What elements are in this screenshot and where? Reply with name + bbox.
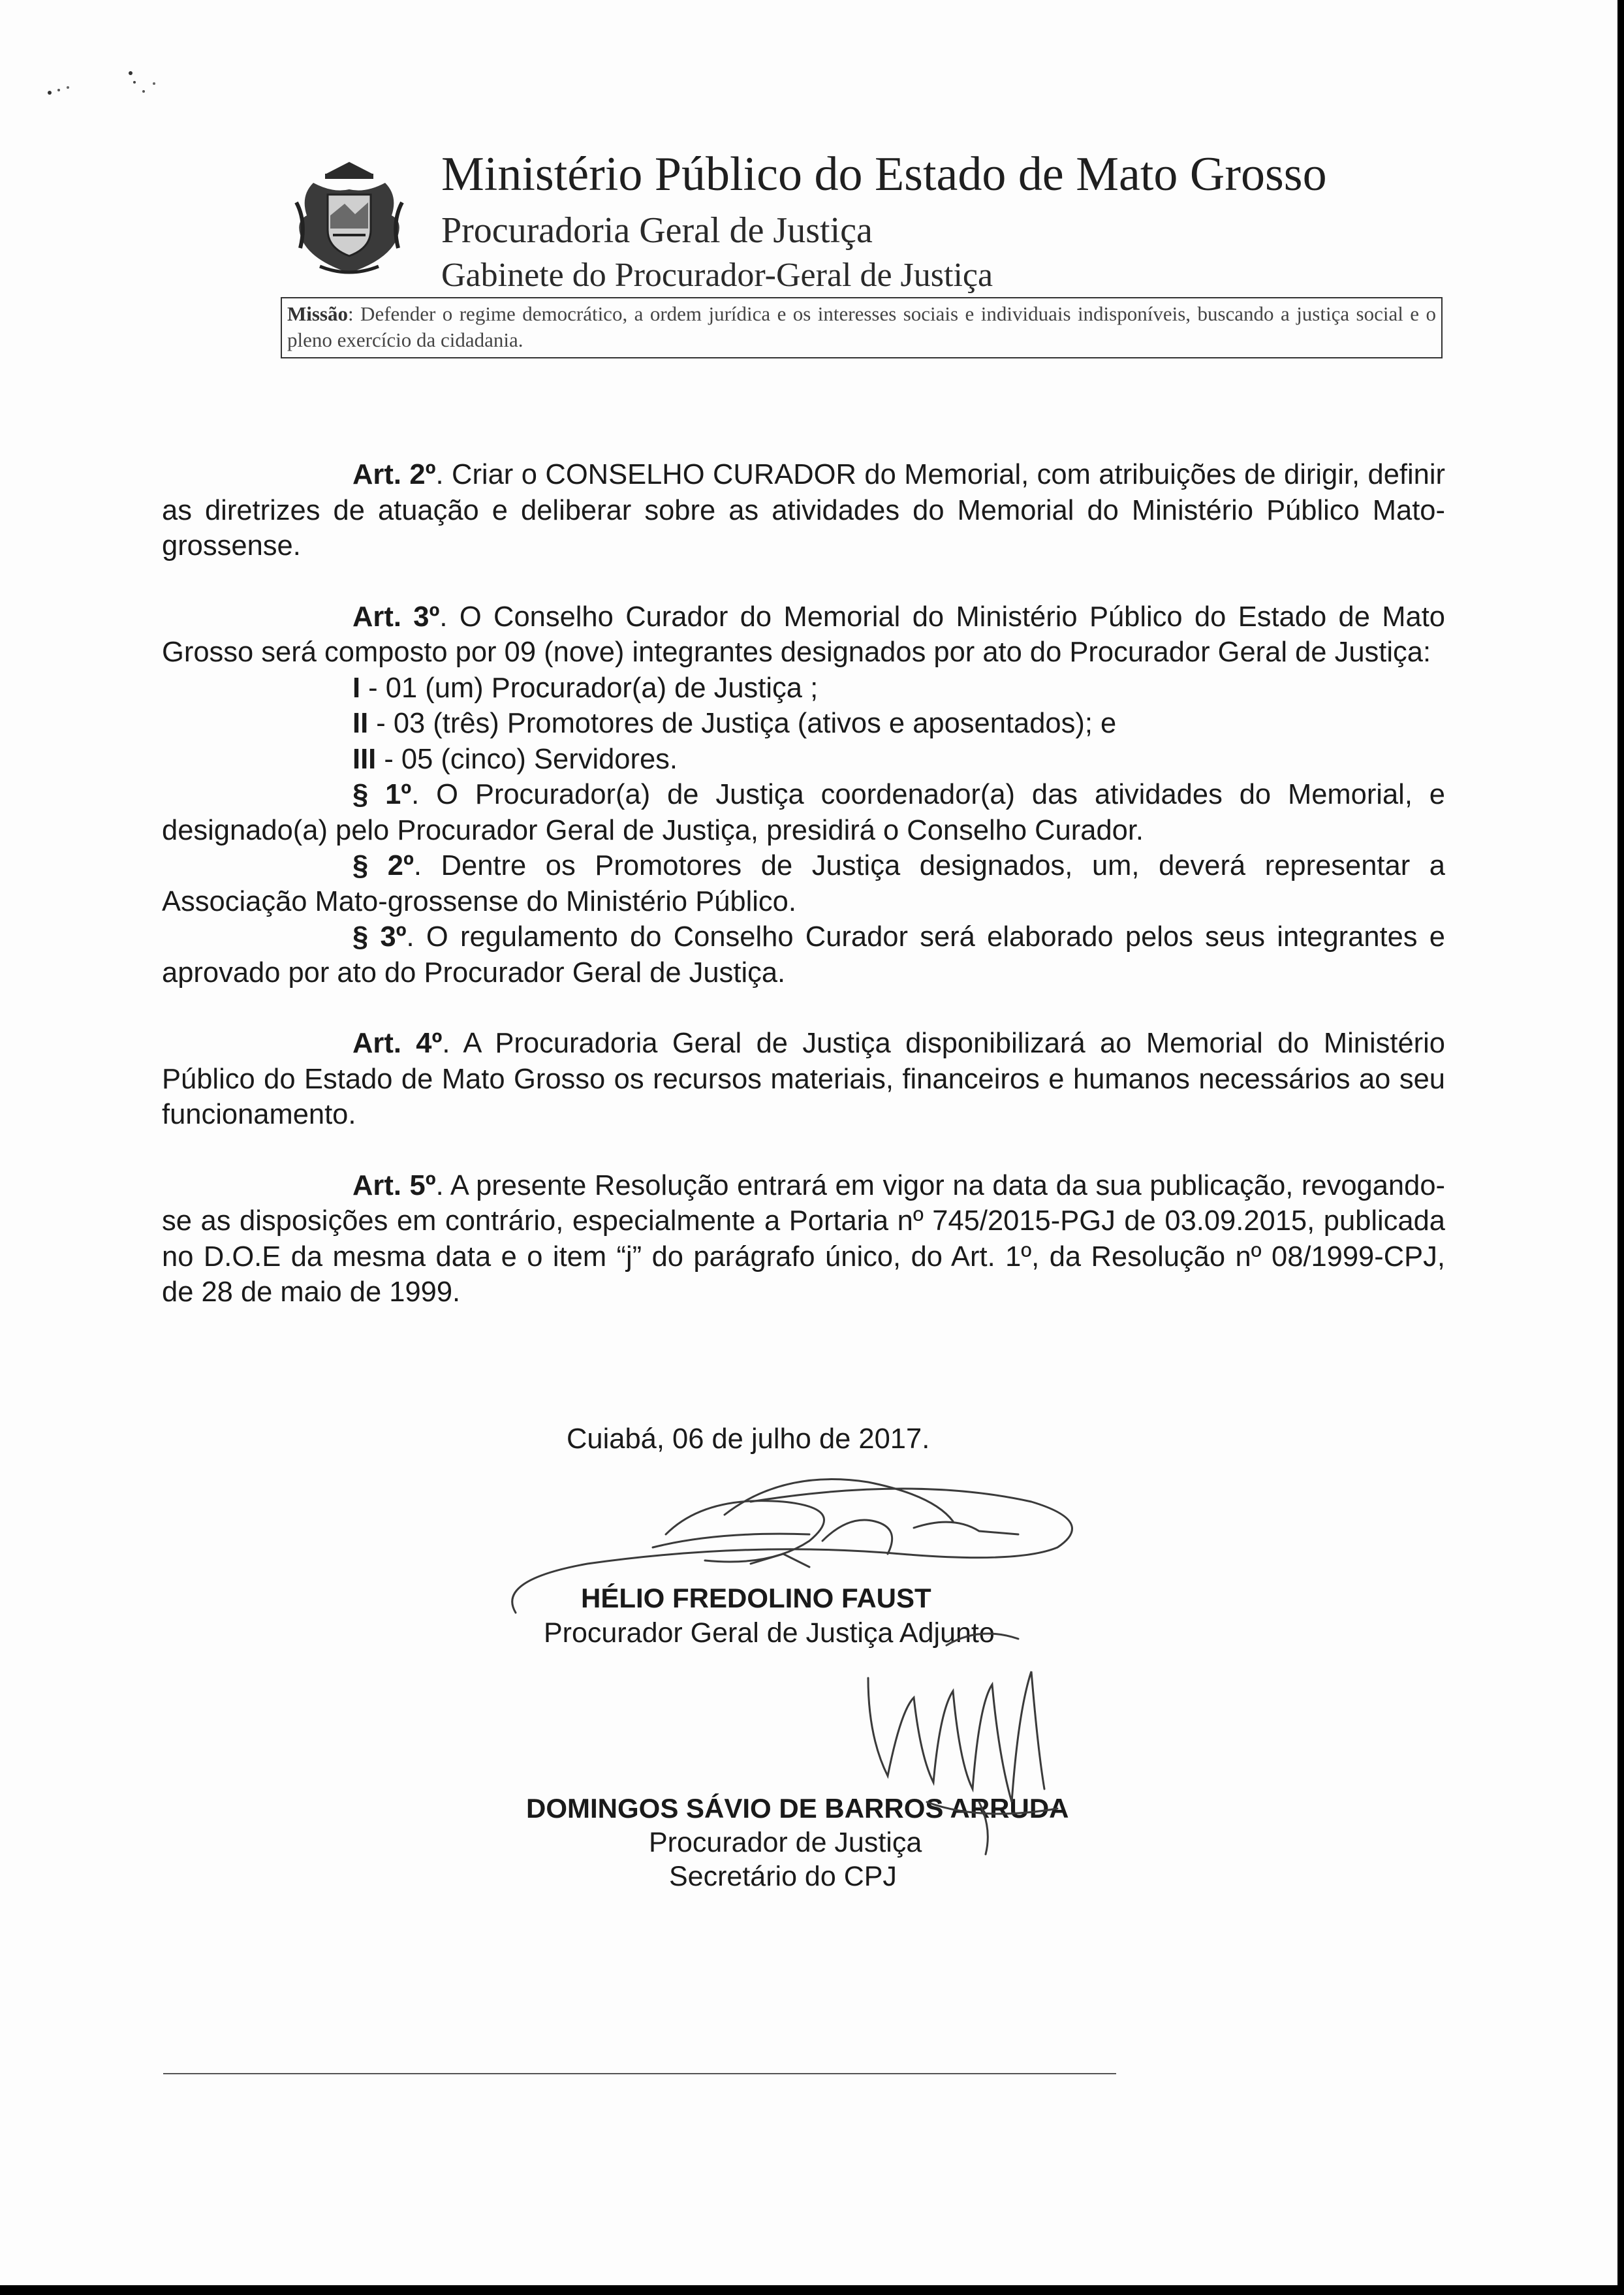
article-5-label: Art. 5º (352, 1169, 436, 1201)
article-3-paragraph-3 (162, 919, 1445, 990)
article-5-text: . A presente Resolução entrará em vigor na data da sua publicação, revogando-se as disposições em contrário, especialmente a Portaria nº 745/2015-PGJ de 03.09.2015, publicada no D.O.E da mesma data e o item “j” do parágrafo único, do Art. 1º, da Resolução nº 08/1999-CPJ, de 28 de maio de 1999. (162, 1169, 1445, 1308)
item-numeral: III (352, 743, 377, 775)
article-4 (162, 1026, 1445, 1133)
mission-text: : Defender o regime democrático, a ordem jurídica e os interesses sociais e individuais indisponíveis, buscando a justiça social e o pleno exercício da cidadania. (287, 302, 1436, 351)
article-3 (162, 599, 1445, 671)
mission-statement (281, 297, 1443, 358)
mission-label: Missão (287, 302, 348, 325)
department-title: Procuradoria Geral de Justiça (441, 210, 873, 251)
article-4-text: . A Procuradoria Geral de Justiça disponibilizará ao Memorial do Ministério Público do Estado de Mato Grosso os recursos materiais, financeiros e humanos necessários ao seu funcionamento. (162, 1028, 1445, 1130)
footer-rule (163, 2073, 1116, 2074)
article-3-paragraph-2 (162, 848, 1445, 919)
paragraph-text: . Dentre os Promotores de Justiça designados, um, deverá representar a Associação Mato-grossense do Ministério Público. (162, 850, 1445, 917)
article-2-label: Art. 2º (352, 459, 436, 490)
scan-specks (46, 59, 189, 111)
signatory-2-name: DOMINGOS SÁVIO DE BARROS ARRUDA (526, 1793, 1069, 1824)
item-numeral: I (352, 672, 361, 704)
item-numeral: II (352, 708, 369, 739)
article-2-text: . Criar o CONSELHO CURADOR do Memorial, com atribuições de dirigir, definir as diretrizes de atuação e deliberar sobre as atividades do Memorial do Ministério Público Mato-grossense. (162, 459, 1445, 562)
signatory-2-secretary: Secretário do CPJ (669, 1861, 897, 1892)
item-text: - 03 (três) Promotores de Justiça (ativos e aposentados); e (368, 708, 1117, 739)
article-5 (162, 1168, 1445, 1310)
article-3-label: Art. 3º (352, 601, 440, 633)
article-3-item-ii (162, 706, 1445, 742)
paragraph-label: § 2º (352, 850, 414, 881)
item-text: - 05 (cinco) Servidores. (376, 743, 678, 775)
paragraph-label: § 3º (352, 921, 407, 953)
resolution-body (162, 457, 1445, 1310)
office-title: Gabinete do Procurador-Geral de Justiça (441, 257, 993, 294)
article-3-item-iii (162, 742, 1445, 778)
article-3-paragraph-1 (162, 777, 1445, 848)
paragraph-label: § 1º (352, 779, 412, 810)
paragraph-text: . O regulamento do Conselho Curador será elaborado pelos seus integrantes e aprovado por ato do Procurador Geral de Justiça. (162, 921, 1446, 989)
item-text: - 01 (um) Procurador(a) de Justiça ; (360, 672, 819, 704)
signatory-1-role: Procurador Geral de Justiça Adjunto (544, 1617, 995, 1649)
signatory-2-role: Procurador de Justiça (649, 1827, 922, 1858)
paragraph-text: . O Procurador(a) de Justiça coordenador(a) das atividades do Memorial, e designado(a) pelo Procurador Geral de Justiça, presidirá o Conselho Curador. (162, 779, 1445, 846)
article-2 (162, 457, 1445, 564)
place-and-date: Cuiabá, 06 de julho de 2017. (567, 1423, 930, 1455)
article-3-item-i (162, 671, 1445, 706)
article-4-label: Art. 4º (352, 1028, 443, 1059)
article-3-text: . O Conselho Curador do Memorial do Ministério Público do Estado de Mato Grosso será composto por 09 (nove) integrantes designados por ato do Procurador Geral de Justiça: (162, 601, 1445, 668)
signatory-1-name: HÉLIO FREDOLINO FAUST (581, 1583, 931, 1613)
coat-of-arms-icon (287, 157, 411, 281)
institution-title: Ministério Público do Estado de Mato Grosso (441, 148, 1327, 201)
